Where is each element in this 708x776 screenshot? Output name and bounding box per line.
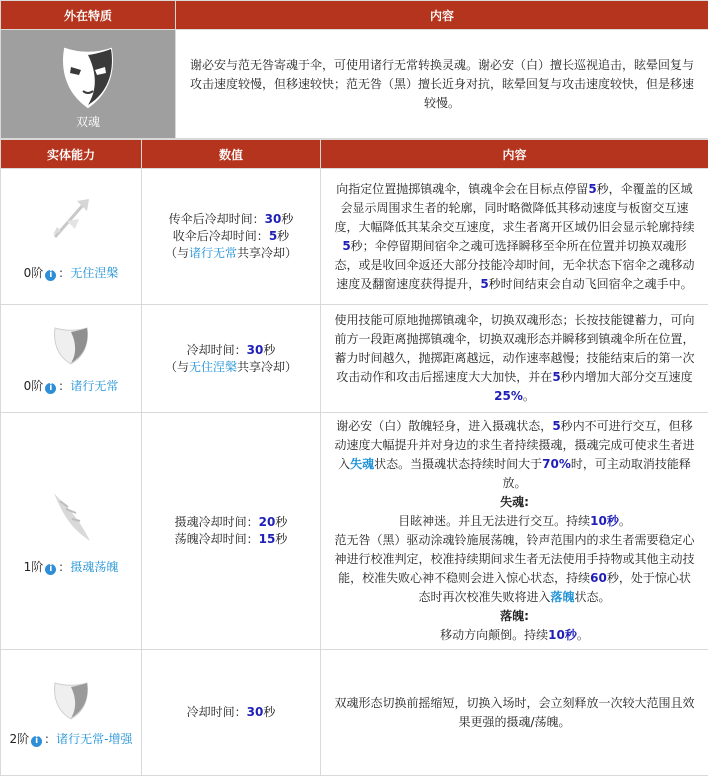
mask-small-icon <box>49 322 93 366</box>
spirit-icon <box>46 487 96 547</box>
text-fragment: 秒内不可进行交互，但移动速度大幅提升并对身边的求生者持续摄魂，摄魂完成可使求生者进入 <box>334 419 694 471</box>
umbrella-throw-icon <box>41 191 101 251</box>
highlight-value: 10秒 <box>548 628 577 642</box>
text-fragment: 状态。 <box>575 590 611 604</box>
cd-value: 30 <box>265 212 282 226</box>
ability-cell: 0阶 i ：诸行无常 <box>1 305 142 413</box>
ability-header-ability: 实体能力 <box>1 140 142 169</box>
text-fragment: 秒；伞停留期间宿伞之魂可选择瞬移至伞所在位置并切换双魂形态，或是收回伞返还大部分技能冷却时间，无伞状态下宿伞之魂移动速度及翻窗速度获得提升， <box>334 239 694 291</box>
text-fragment: 。 <box>577 628 589 642</box>
ability-header-value: 数值 <box>142 140 321 169</box>
ability-cell: 2阶 i ：诸行无常-增强 <box>1 650 142 776</box>
ability-row <box>1 305 708 413</box>
cd-unit: 秒 <box>275 515 287 529</box>
cd-value: 30 <box>247 343 264 357</box>
cd-value: 20 <box>259 515 276 529</box>
cd-share-pre: （与 <box>165 360 189 374</box>
text-fragment: 。 <box>619 514 631 528</box>
subsection-title: 落魄: <box>333 607 696 626</box>
ability-content <box>321 305 708 413</box>
text-fragment: 向指定位置抛掷镇魂伞，镇魂伞会在目标点停留 <box>336 182 588 196</box>
trait-content: 谢必安与范无咎寄魂于伞，可使用诸行无常转换灵魂。谢必安（白）擅长巡视追击，眩晕回复与攻击速度较慢，但移速较快；范无咎（黑）擅长近身对抗，眩晕回复与攻击速度较快，但是移速较慢。 <box>176 30 708 139</box>
trait-feature-cell <box>1 30 176 139</box>
cd-share-post: 共享冷却） <box>237 246 297 260</box>
cooldown-cell <box>142 169 321 305</box>
cd-share-pre: （与 <box>165 246 189 260</box>
ability-row <box>1 413 708 650</box>
ability-cell: 0阶 i ：无住涅槃 <box>1 169 142 305</box>
text-fragment: 范无咎（黑）驱动涂魂铃施展荡魄，铃声范围内的求生者需要稳定心神进行校准判定，校准持续期间求生者无法使用手持物或其他主动技能，校准失败心神不稳则会进入惊心状态，持续 <box>334 533 694 585</box>
ability-content <box>321 650 708 776</box>
cooldown-cell <box>142 413 321 650</box>
info-icon[interactable]: i <box>31 736 42 747</box>
text-fragment: 使用技能可原地抛掷镇魂伞，切换双魂形态；长按技能键蓄力，可向前方一段距离抛掷镇魂伞，切换双魂形态并瞬移到镇魂伞所在位置，蓄力时间越久，抛掷距离越远，动作速率越慢；技能结束后的第一次攻击动作和攻击后摇速度大大加快，并在 <box>334 313 694 384</box>
highlight-value: 5 <box>342 239 350 253</box>
skill-link[interactable]: 无住涅槃 <box>70 266 118 280</box>
text-fragment: 双魂形态切换前摇缩短，切换入场时，会立刻释放一次较大范围且效果更强的摄魂/荡魄。 <box>334 696 694 729</box>
highlight-value: 25% <box>494 389 523 403</box>
text-fragment: 状态。当摄魂状态持续时间大于 <box>374 457 542 471</box>
cd-unit: 秒 <box>263 343 275 357</box>
text-fragment: 目眩神迷。并且无法进行交互。持续 <box>398 514 590 528</box>
text-fragment: 秒，伞覆盖的区域会显示周围求生者的轮廓，同时略微降低其移动速度与板窗交互速度，大幅降低其某余交互速度，求生者离开区域仍旧会显示轮廓持续 <box>334 182 694 234</box>
text-fragment: 时，可主动取消技能释放。 <box>502 457 690 490</box>
trait-feature-label: 双魂 <box>1 113 175 130</box>
skill-link[interactable]: 诸行无常 <box>70 379 118 393</box>
cooldown-cell <box>142 305 321 413</box>
text-fragment: 秒内增加大部分交互速度 <box>561 370 693 384</box>
text-fragment: 。 <box>523 389 535 403</box>
cd-share-post: 共享冷却） <box>237 360 297 374</box>
highlight-value: 60 <box>590 571 607 585</box>
ability-level: 2阶 <box>10 732 30 746</box>
ability-level: 0阶 <box>24 379 44 393</box>
ability-level: 1阶 <box>24 560 44 574</box>
subsection-title: 失魂: <box>333 493 696 512</box>
cooldown-cell <box>142 650 321 776</box>
cd-label: 传伞后冷却时间： <box>169 212 265 226</box>
mask-icon <box>59 45 117 111</box>
mask-enhanced-icon <box>49 677 93 721</box>
skill-link[interactable]: 诸行无常-增强 <box>56 732 132 746</box>
ability-row <box>1 169 708 305</box>
status-link[interactable]: 失魂 <box>350 457 374 471</box>
cd-unit: 秒 <box>263 705 275 719</box>
cd-share-link[interactable]: 无住涅槃 <box>189 360 237 374</box>
cd-label: 冷却时间： <box>187 343 247 357</box>
cd-label: 收伞后冷却时间： <box>173 229 269 243</box>
status-link[interactable]: 落魄 <box>550 590 574 604</box>
cd-unit: 秒 <box>277 229 289 243</box>
highlight-value: 5 <box>552 370 560 384</box>
ability-header-content: 内容 <box>321 140 708 169</box>
skill-link[interactable]: 摄魂荡魄 <box>70 560 118 574</box>
info-icon[interactable]: i <box>45 270 56 281</box>
trait-header-feature: 外在特质 <box>1 1 176 30</box>
cd-label: 荡魄冷却时间： <box>175 532 259 546</box>
highlight-value: 5 <box>588 182 596 196</box>
cd-value: 30 <box>247 705 264 719</box>
cd-label: 冷却时间： <box>187 705 247 719</box>
text-fragment: 谢必安（白）散魄轻身，进入摄魂状态， <box>336 419 552 433</box>
cd-value: 15 <box>259 532 276 546</box>
cd-share-link[interactable]: 诸行无常 <box>189 246 237 260</box>
ability-cell: 1阶 i ：摄魂荡魄 <box>1 413 142 650</box>
info-icon[interactable]: i <box>45 383 56 394</box>
trait-table <box>0 0 708 139</box>
cd-unit: 秒 <box>281 212 293 226</box>
ability-table <box>0 139 708 776</box>
ability-content <box>321 413 708 650</box>
info-icon[interactable]: i <box>45 564 56 575</box>
highlight-value: 70% <box>542 457 571 471</box>
text-fragment: 秒时间结束会自动飞回宿伞之魂手中。 <box>489 277 693 291</box>
highlight-value: 5 <box>480 277 488 291</box>
text-fragment: 秒，处于惊心状态时再次校准失败将进入 <box>418 571 690 604</box>
cd-label: 摄魂冷却时间： <box>175 515 259 529</box>
trait-header-content: 内容 <box>176 1 708 30</box>
cd-unit: 秒 <box>275 532 287 546</box>
ability-row <box>1 650 708 776</box>
text-fragment: 移动方向颠倒。持续 <box>440 628 548 642</box>
cd-value: 5 <box>269 229 277 243</box>
ability-level: 0阶 <box>24 266 44 280</box>
ability-content <box>321 169 708 305</box>
highlight-value: 10秒 <box>590 514 619 528</box>
highlight-value: 5 <box>552 419 560 433</box>
